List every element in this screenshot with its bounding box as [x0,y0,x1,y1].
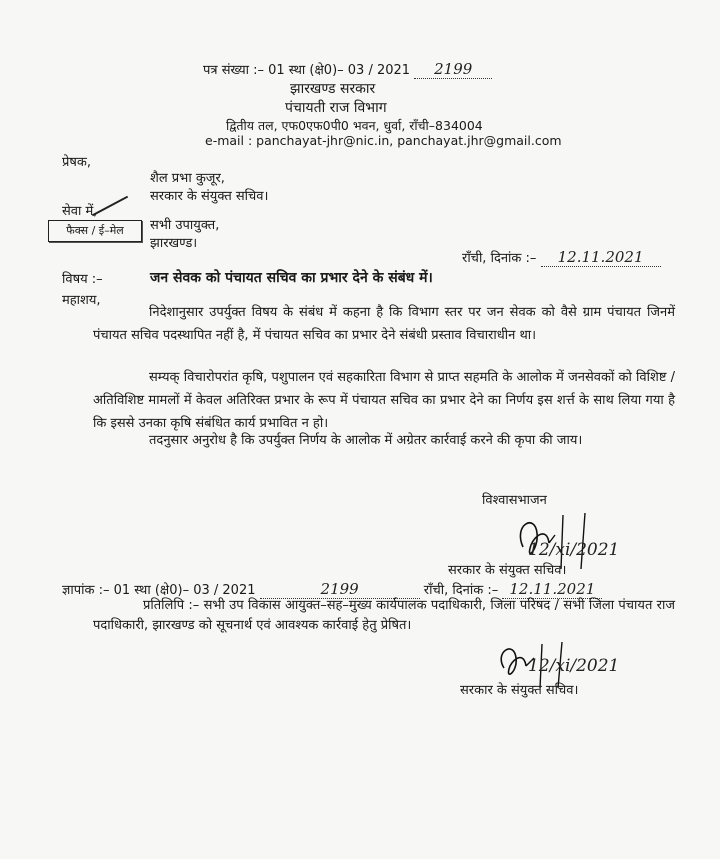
closing-designation: सरकार के संयुक्त सचिव। [448,563,567,578]
memo-designation: सरकार के संयुक्त सचिव। [460,683,579,698]
letter-number-prefix: पत्र संख्या :– 01 स्था (क्षे0)– 03 / 2021 [203,63,411,78]
salutation: महाशय, [62,293,101,308]
letter-number [203,60,492,79]
memo-prefix: ज्ञापांक :– 01 स्था (क्षे0)– 03 / 2021 [62,583,256,598]
sender-designation: सरकार के संयुक्त सचिव। [150,189,269,204]
recipient-label: सेवा में, [62,204,98,219]
memo-date-handwritten: 12.11.2021 [502,580,602,599]
subject-text: जन सेवक को पंचायत सचिव का प्रभार देने के संबंध में। [150,270,433,286]
fax-email-stamp: फैक्स / ई–मेल [48,220,142,242]
letter-date-label: राँची, दिनांक :– [462,251,537,266]
body-paragraph-1: निदेशानुसार उपर्युक्त विषय के संबंध में कहना है कि विभाग स्तर पर जन सेवक को वैसे ग्राम पंचायत जिनमें पंचायत सचिव पदस्थापित नहीं है, में पंचायत सचिव का प्रभार देने संबंधी प्रस्ताव विचाराधीन था। [93,305,675,343]
letter-date-handwritten: 12.11.2021 [541,248,661,267]
memo-date-label: राँची, दिनांक :– [423,583,499,598]
letter-date [462,248,661,267]
letter-number-handwritten: 2199 [414,60,492,79]
dept-email: e-mail : panchayat-jhr@nic.in, panchayat.jhr@gmail.com [205,133,562,148]
recipient-line2: झारखण्ड। [150,236,198,251]
subject-label: विषय :– [62,272,103,287]
govt-name: झारखण्ड सरकार [290,81,376,97]
dept-name: पंचायती राज विभाग [285,100,387,116]
sender-label: प्रेषक, [62,155,92,170]
valediction: विश्वासभाजन [482,493,547,508]
recipient-line1: सभी उपायुक्त, [150,218,220,233]
copy-to-text: प्रतिलिपि :– सभी उप विकास आयुक्त–सह–मुख्य कार्यपालक पदाधिकारी, जिला परिषद / सभी जिला पंचायत राज पदाधिकारी, झारखण्ड को सूचनार्थ एवं आवश्यक कार्रवाई हेतु प्रेषित। [93,598,675,633]
body-paragraph-2: सम्यक् विचारोपरांत कृषि, पशुपालन एवं सहकारिता विभाग से प्राप्त सहमति के आलोक में जनसेवकों को विशिष्ट / अतिविशिष्ट मामलों में केवल अतिरिक्त प्रभार के रूप में पंचायत सचिव का प्रभार देने का निर्णय इस शर्त्त के साथ लिया गया है कि इससे उनका कृषि संबंधित कार्य प्रभावित न हो। [93,370,675,431]
dept-address: द्वितीय तल, एफ0एफ0पी0 भवन, धुर्वा, राँची–834004 [226,118,483,133]
sender-name: शैल प्रभा कुजूर, [150,171,225,186]
body-paragraph-3: तदनुसार अनुरोध है कि उपर्युक्त निर्णय के आलोक में अग्रेतर कार्रवाई करने की कृपा की जाय। [149,433,583,448]
signature-1-date: 12/xi/2021 [528,540,620,560]
signature-2-date: 12/xi/2021 [528,656,620,676]
memo-number-handwritten: 2199 [260,580,420,599]
